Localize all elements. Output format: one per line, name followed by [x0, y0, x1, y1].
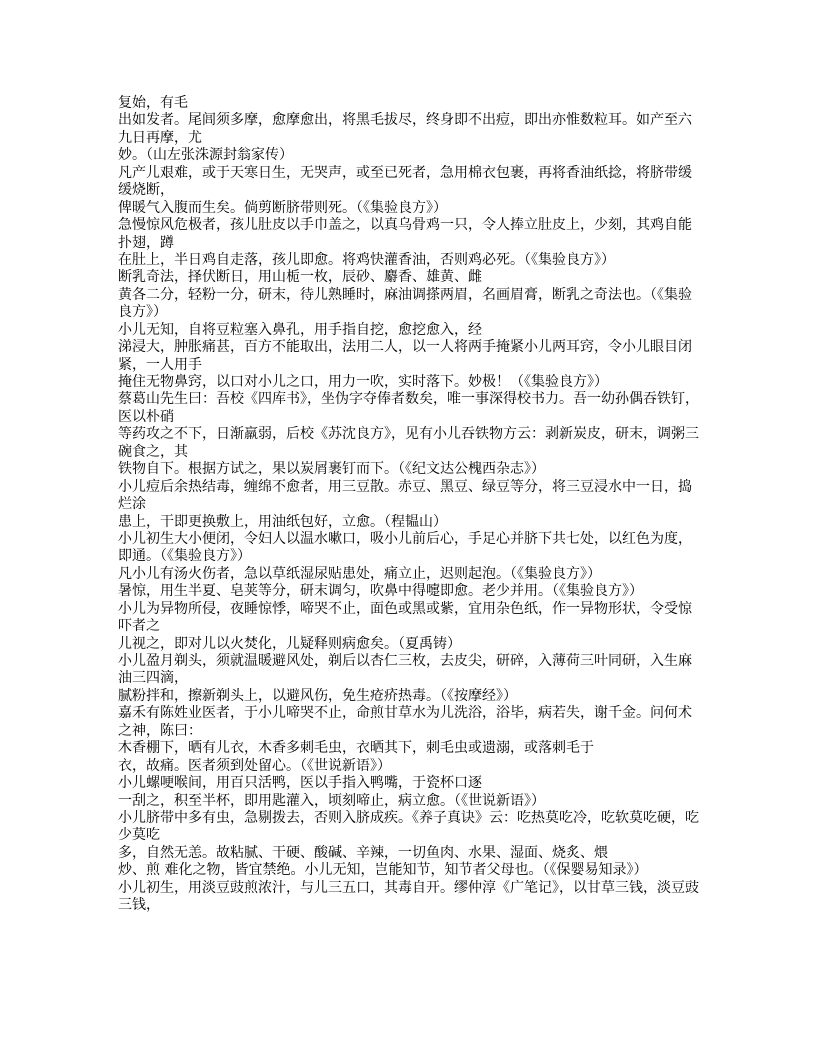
text-line: 铁物自下。根据方试之，果以炭屑裹钉而下。（《纪文达公槐西杂志》） — [118, 461, 545, 478]
text-line: 小儿初生大小便闭，令妇人以温水嗽口，吸小儿前后心，手足心并脐下共七处，以红色为度， — [118, 530, 692, 547]
text-line: 吓者之 — [118, 618, 160, 635]
text-line: 木香棚下，晒有儿衣，木香多刺毛虫，衣晒其下，刺毛虫或遗溺，或落刺毛于 — [118, 740, 594, 757]
text-line: 三钱， — [118, 897, 160, 914]
text-line: 出如发者。尾闾须多摩，愈摩愈出，将黑毛拔尽，终身即不出痘，即出亦惟数粒耳。如产至六 — [118, 112, 692, 129]
text-line: 小儿盈月剃头，须就温暖避风处，剃后以杏仁三枚，去皮尖，研碎，入薄荷三叶同研，入生麻 — [118, 653, 692, 669]
text-line: 九日再摩，尤 — [118, 129, 202, 146]
text-line: 烂涂 — [118, 496, 146, 513]
text-line: 断乳奇法，择伏断日，用山栀一枚，辰砂、麝香、雄黄、雌 — [118, 269, 482, 286]
text-line: 炒、煎 难化之物，皆宜禁绝。小儿无知，岂能知节，知节者父母也。（《保婴易知录》） — [118, 862, 648, 879]
text-line: 俾暖气入腹而生矣。倘剪断脐带则死。（《集验良方》） — [118, 199, 447, 216]
text-line: 小儿痘后余热结毒，缠绵不愈者，用三豆散。赤豆、黑豆、绿豆等分，将三豆浸水中一日，捣 — [118, 478, 692, 495]
document-page — [118, 95, 710, 932]
text-line: 儿视之，即对儿以火焚化，儿疑释则病愈矣。（夏禹铸） — [118, 635, 461, 652]
text-line: 衣，故痛。医者须到处留心。（《世说新语》） — [118, 757, 391, 774]
text-line: 暑惊，用生半夏、皂荚等分，研末调匀，吹鼻中得嚏即愈。老少并用。（《集验良方》） — [118, 583, 643, 600]
text-line: 小儿为异物所侵，夜睡惊悸，啼哭不止，面色或黑或紫，宜用杂色纸，作一异物形状，令受惊 — [118, 600, 692, 617]
text-line: 黄各二分，轻粉一分，研末，待儿熟睡时，麻油调搽两眉，名画眉膏，断乳之奇法也。（《集验 — [118, 286, 692, 303]
text-line: 涕浸大，肿胀痛甚，百方不能取出，法用二人，以一人将两手掩紧小儿两耳窍，令小儿眼目闭 — [118, 339, 692, 356]
text-line: 在肚上，半日鸡自走落，孩儿即愈。将鸡快灌香油，否则鸡必死。（《集验良方》） — [118, 251, 615, 268]
text-line: 急慢惊风危极者，孩儿肚皮以手巾盖之，以真乌骨鸡一只，令人捧立肚皮上，少刻，其鸡自能 — [118, 217, 692, 234]
text-line: 扑翅，蹲 — [118, 234, 174, 251]
text-line: 凡产儿艰难，或于天寒日生，无哭声，或至已死者，急用棉衣包裹，再将香油纸捻，将脐带缓 — [118, 164, 692, 181]
text-line: 凡小儿有汤火伤者，急以草纸湿尿贴患处，痛立止，迟则起泡。（《集验良方》） — [118, 565, 601, 582]
text-line: 嘉禾有陈姓业医者，于小儿啼哭不止，命煎甘草水为儿洗浴，浴毕，病若失，谢千金。问何术 — [118, 705, 692, 722]
text-line: 少莫吃 — [118, 827, 160, 844]
text-line: 等药攻之不下，日渐羸弱，后校《苏沈良方》，见有小儿吞铁物方云：剥新炭皮，研末，调粥三 — [118, 426, 699, 443]
text-line: 患上，干即更换敷上，用油纸包好，立愈。（程韫山） — [118, 513, 447, 530]
text-line: 之神，陈曰： — [118, 722, 202, 739]
text-line: 紧，一人用手 — [118, 356, 202, 373]
text-line: 小儿螺哽喉间，用百只活鸭，医以手指入鸭嘴，于瓷杯口逐 — [118, 775, 482, 792]
text-line: 小儿无知，自将豆粒塞入鼻孔，用手指自挖，愈挖愈入，经 — [118, 321, 482, 338]
text-line: 小儿脐带中多有虫，急剔拨去，否则入脐成疾。《养子真诀》云：吃热莫吃冷，吃软莫吃硬，吃 — [118, 809, 699, 826]
text-line: 腻粉拌和，擦新剃头上，以避风伤，免生疮疥热毒。（《按摩经》） — [118, 687, 517, 704]
text-line: 蔡葛山先生曰：吾校《四库书》，坐伪字夺俸者数矣，唯一事深得校书力。吾一幼孙偶吞铁钉， — [118, 391, 699, 408]
text-line: 复始，有毛 — [118, 95, 188, 111]
text-line: 多，自然无恙。故粘腻、干硬、酸碱、辛辣，一切鱼肉、水果、湿面、烧炙、煨 — [118, 844, 608, 861]
text-line: 医以朴硝 — [118, 408, 174, 425]
text-line: 小儿初生，用淡豆豉煎浓汁，与儿三五口，其毒自开。缪仲淳《广笔记》，以甘草三钱，淡豆豉 — [118, 879, 699, 896]
text-line: 碗食之，其 — [118, 443, 188, 460]
text-line: 良方》） — [118, 304, 167, 321]
text-line — [118, 915, 710, 932]
text-line: 油三四滴， — [118, 670, 188, 687]
text-line: 即通。（《集验良方》） — [118, 548, 251, 565]
text-line: 掩住无物鼻窍，以口对小儿之口，用力一吹，实时落下。妙极！（《集验良方》） — [118, 374, 608, 390]
text-line: 缓烧断， — [118, 182, 174, 199]
text-line: 一刮之，积至半杯，即用匙灌入，顷刻啼止，病立愈。（《世说新语》） — [118, 792, 545, 809]
text-line: 妙。（山左张洙源封翁家传） — [118, 147, 293, 164]
